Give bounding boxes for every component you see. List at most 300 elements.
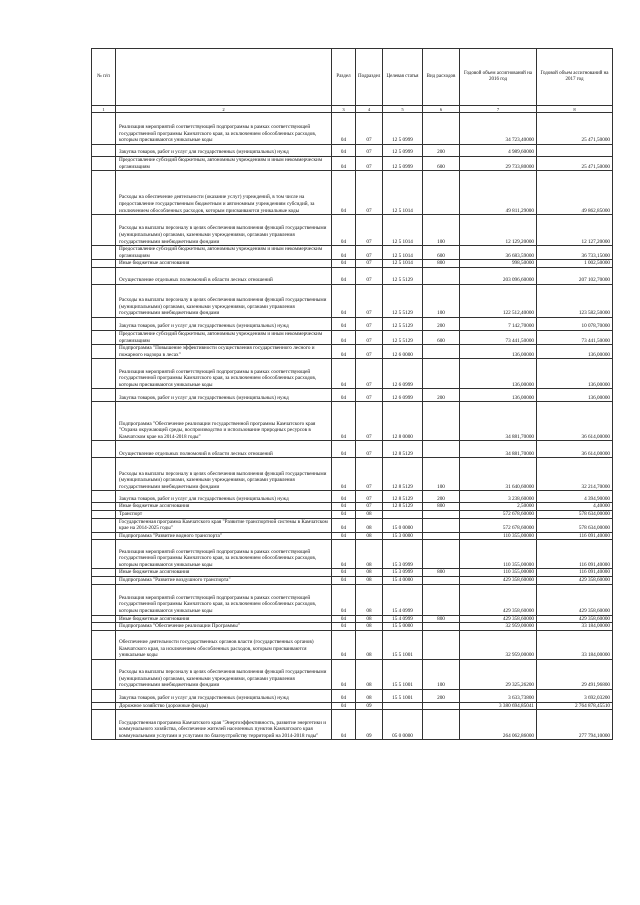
row-target-article-cell: 12 5 1014	[383, 246, 423, 260]
row-2017-amount-cell: 136,00000	[537, 389, 613, 402]
row-name-cell: Расходы на выплаты персоналу в целях обеспечения выполнения функций государственными (муниципальными) органами, казенными учреждениями, органами управления государственными внебюджетными фондами	[116, 659, 332, 689]
row-name-cell: Подпрограмма "Развитие водного транспорта"	[116, 532, 332, 540]
row-2016-amount-cell: 998,50000	[460, 260, 537, 268]
row-podrazdel-cell: 08	[356, 532, 383, 540]
row-podrazdel-cell: 07	[356, 503, 383, 511]
row-name-cell: Дорожное хозяйство (дорожные фонды)	[116, 702, 332, 710]
row-number-cell	[92, 171, 116, 215]
table-row	[92, 113, 613, 145]
row-number-cell	[92, 441, 116, 458]
table-row	[92, 359, 613, 389]
row-number-cell	[92, 113, 116, 145]
table-row	[92, 267, 613, 284]
table-row	[92, 441, 613, 458]
row-razdel-cell: 04	[332, 503, 356, 511]
row-expense-type-cell	[423, 623, 460, 631]
column-number: 3	[332, 106, 356, 113]
row-razdel-cell: 04	[332, 441, 356, 458]
column-number: 5	[383, 106, 423, 113]
table-row	[92, 510, 613, 518]
row-2016-amount-cell: 122 512,40000	[460, 284, 537, 317]
row-2016-amount-cell: 4 989,60000	[460, 145, 537, 157]
row-name-cell: Предоставление субсидий бюджетным, автономным учреждениям и иным некоммерческим организациям	[116, 330, 332, 344]
row-podrazdel-cell: 08	[356, 569, 383, 577]
row-2017-amount-cell: 73 441,50000	[537, 330, 613, 344]
table-row	[92, 630, 613, 659]
row-name-cell: Предоставление субсидий бюджетным, автономным учреждениям и иным некоммерческим организациям	[116, 157, 332, 171]
column-number: 1	[92, 106, 116, 113]
row-2016-amount-cell: 2,50000	[460, 503, 537, 511]
row-name-cell: Реализация мероприятий соответствующей подпрограммы в рамках соответствующей государственной программы Камчатского края, за исключением обособленных расходов, которым присваиваются уникальные коды	[116, 540, 332, 569]
row-2017-amount-cell: 578 634,00000	[537, 510, 613, 518]
row-number-cell	[92, 402, 116, 441]
row-number-cell	[92, 145, 116, 157]
row-number-cell	[92, 659, 116, 689]
row-name-cell: Иные бюджетные ассигнования	[116, 569, 332, 577]
row-2016-amount-cell: 29 733,80000	[460, 157, 537, 171]
row-expense-type-cell: 800	[423, 615, 460, 623]
row-target-article-cell: 12 5 5129	[383, 267, 423, 284]
row-2017-amount-cell: 36 614,00000	[537, 441, 613, 458]
row-razdel-cell: 04	[332, 458, 356, 491]
col-header-target-article: Целевая статья	[383, 49, 423, 106]
row-expense-type-cell	[423, 710, 460, 740]
col-header-number: № п/п	[92, 49, 116, 106]
row-name-cell: Подпрограмма "Повышение эффективности осуществления государственного лесного и пожарного надзора в лесах"	[116, 345, 332, 359]
row-target-article-cell: 05 0 0000	[383, 710, 423, 740]
table-row	[92, 145, 613, 157]
row-podrazdel-cell: 07	[356, 389, 383, 402]
row-razdel-cell: 04	[332, 569, 356, 577]
table-row	[92, 246, 613, 260]
row-2016-amount-cell: 3 238,60000	[460, 491, 537, 503]
row-2016-amount-cell: 572 678,60000	[460, 518, 537, 532]
row-2016-amount-cell: 34 881,70000	[460, 402, 537, 441]
table-row	[92, 576, 613, 584]
row-podrazdel-cell: 07	[356, 441, 383, 458]
table-row	[92, 689, 613, 702]
row-name-cell: Реализация мероприятий соответствующей подпрограммы в рамках соответствующей государственной программы Камчатского края, за исключением обособленных расходов, которым присваиваются уникальные коды	[116, 359, 332, 389]
row-2017-amount-cell: 4,40000	[537, 503, 613, 511]
col-header-name	[116, 49, 332, 106]
row-number-cell	[92, 330, 116, 344]
row-target-article-cell: 15 3 0999	[383, 569, 423, 577]
row-target-article-cell	[383, 510, 423, 518]
row-podrazdel-cell: 08	[356, 584, 383, 615]
table-row	[92, 659, 613, 689]
row-target-article-cell: 12 6 0000	[383, 345, 423, 359]
row-razdel-cell: 04	[332, 576, 356, 584]
row-expense-type-cell	[423, 532, 460, 540]
row-razdel-cell: 04	[332, 113, 356, 145]
row-expense-type-cell: 100	[423, 458, 460, 491]
row-number-cell	[92, 267, 116, 284]
row-razdel-cell: 04	[332, 540, 356, 569]
row-name-cell: Транспорт	[116, 510, 332, 518]
row-number-cell	[92, 317, 116, 330]
row-target-article-cell: 12 8 5129	[383, 441, 423, 458]
row-razdel-cell: 04	[332, 518, 356, 532]
row-razdel-cell: 04	[332, 630, 356, 659]
row-2016-amount-cell: 572 678,60000	[460, 510, 537, 518]
row-expense-type-cell: 800	[423, 569, 460, 577]
row-2017-amount-cell	[537, 145, 613, 157]
row-podrazdel-cell: 07	[356, 284, 383, 317]
row-name-cell: Закупка товаров, работ и услуг для государственных (муниципальных) нужд	[116, 491, 332, 503]
row-name-cell: Иные бюджетные ассигнования	[116, 503, 332, 511]
row-2016-amount-cell: 429 358,60000	[460, 576, 537, 584]
row-podrazdel-cell: 07	[356, 215, 383, 246]
row-2017-amount-cell: 116 091,40000	[537, 532, 613, 540]
row-podrazdel-cell: 07	[356, 359, 383, 389]
row-expense-type-cell: 600	[423, 246, 460, 260]
row-2016-amount-cell: 49 811,29000	[460, 171, 537, 215]
row-name-cell: Закупка товаров, работ и услуг для государственных (муниципальных) нужд	[116, 689, 332, 702]
row-2017-amount-cell: 49 862,85000	[537, 171, 613, 215]
row-2017-amount-cell: 4 394,90000	[537, 491, 613, 503]
row-target-article-cell: 15 5 0000	[383, 623, 423, 631]
row-2017-amount-cell: 277 794,10000	[537, 710, 613, 740]
col-header-expense-type: Вид расходов	[423, 49, 460, 106]
col-header-2017-amount: Годовой объем ассигнований на 2017 год	[537, 49, 613, 106]
row-2016-amount-cell: 73 441,50000	[460, 330, 537, 344]
row-name-cell: Закупка товаров, работ и услуг для государственных (муниципальных) нужд	[116, 389, 332, 402]
row-podrazdel-cell: 07	[356, 317, 383, 330]
row-razdel-cell: 04	[332, 584, 356, 615]
table-row	[92, 157, 613, 171]
row-number-cell	[92, 689, 116, 702]
row-2017-amount-cell: 123 582,50000	[537, 284, 613, 317]
row-expense-type-cell: 100	[423, 284, 460, 317]
row-name-cell: Расходы на выплаты персоналу в целях обеспечения выполнения функций государственными (муниципальными) органами, казенными учреждениями, органами управления государственными внебюджетными фондами	[116, 215, 332, 246]
row-2017-amount-cell: 33 184,00000	[537, 630, 613, 659]
row-2017-amount-cell: 1 002,50000	[537, 260, 613, 268]
row-number-cell	[92, 569, 116, 577]
col-header-razdel: Раздел	[332, 49, 356, 106]
row-podrazdel-cell: 07	[356, 260, 383, 268]
row-number-cell	[92, 284, 116, 317]
row-number-cell	[92, 710, 116, 740]
row-number-cell	[92, 540, 116, 569]
row-podrazdel-cell: 08	[356, 510, 383, 518]
col-header-2016-amount: Годовой объем ассигнований на 2016 год	[460, 49, 537, 106]
row-expense-type-cell: 200	[423, 317, 460, 330]
table-row	[92, 345, 613, 359]
row-2017-amount-cell: 2 764 878,45510	[537, 702, 613, 710]
row-target-article-cell: 12 6 0999	[383, 359, 423, 389]
row-name-cell: Подпрограмма "Обеспечение реализации Программы"	[116, 623, 332, 631]
table-row	[92, 260, 613, 268]
row-2016-amount-cell: 3 633,73800	[460, 689, 537, 702]
row-2017-amount-cell: 12 127,20000	[537, 215, 613, 246]
row-expense-type-cell	[423, 171, 460, 215]
row-expense-type-cell	[423, 402, 460, 441]
row-target-article-cell: 12 5 5129	[383, 317, 423, 330]
row-target-article-cell	[383, 702, 423, 710]
row-razdel-cell: 04	[332, 491, 356, 503]
row-target-article-cell: 12 8 5129	[383, 458, 423, 491]
row-expense-type-cell	[423, 113, 460, 145]
row-razdel-cell: 04	[332, 171, 356, 215]
row-expense-type-cell: 200	[423, 145, 460, 157]
row-expense-type-cell	[423, 510, 460, 518]
row-target-article-cell: 12 5 1014	[383, 260, 423, 268]
table-row	[92, 491, 613, 503]
row-2017-amount-cell: 116 091,40000	[537, 569, 613, 577]
row-target-article-cell: 12 5 0999	[383, 113, 423, 145]
row-2017-amount-cell: 429 358,60000	[537, 584, 613, 615]
row-2016-amount-cell: 7 142,70000	[460, 317, 537, 330]
table-row	[92, 402, 613, 441]
table-row	[92, 702, 613, 710]
row-number-cell	[92, 702, 116, 710]
row-name-cell: Обеспечение деятельности государственных органов власти (государственных органов) Камчатского края, за исключением обособленных расходов, которым присваиваются уникальные коды	[116, 630, 332, 659]
row-podrazdel-cell: 07	[356, 267, 383, 284]
row-name-cell: Осуществление отдельных полномочий в области лесных отношений	[116, 267, 332, 284]
row-name-cell: Государственная программа Камчатского края "Энергоэффективность, развитие энергетики и коммунального хозяйства, обеспечение жителей населенных пунктов Камчатского края коммунальными услугами и услугами по благоустройству территорий на 2014-2018 годы"	[116, 710, 332, 740]
row-target-article-cell: 15 3 0000	[383, 532, 423, 540]
row-number-cell	[92, 532, 116, 540]
row-razdel-cell: 04	[332, 345, 356, 359]
row-expense-type-cell	[423, 540, 460, 569]
table-row	[92, 215, 613, 246]
table-row	[92, 389, 613, 402]
table-row	[92, 623, 613, 631]
row-2017-amount-cell: 116 091,40000	[537, 540, 613, 569]
row-2016-amount-cell: 36 683,59000	[460, 246, 537, 260]
row-podrazdel-cell: 09	[356, 702, 383, 710]
row-name-cell: Государственная программа Камчатского края "Развитие транспортной системы в Камчатском крае на 2014-2025 годы"	[116, 518, 332, 532]
row-podrazdel-cell: 09	[356, 710, 383, 740]
table-row	[92, 458, 613, 491]
row-2016-amount-cell: 110 355,00000	[460, 569, 537, 577]
row-name-cell: Реализация мероприятий соответствующей подпрограммы в рамках соответствующей государственной программы Камчатского края, за исключением обособленных расходов, которым присваиваются уникальные коды	[116, 584, 332, 615]
row-target-article-cell: 15 4 0999	[383, 584, 423, 615]
row-target-article-cell: 12 8 5129	[383, 491, 423, 503]
row-razdel-cell: 04	[332, 215, 356, 246]
row-name-cell: Закупка товаров, работ и услуг для государственных (муниципальных) нужд	[116, 145, 332, 157]
column-number: 6	[423, 106, 460, 113]
row-target-article-cell: 15 0 0000	[383, 518, 423, 532]
row-number-cell	[92, 215, 116, 246]
row-expense-type-cell: 200	[423, 689, 460, 702]
row-number-cell	[92, 584, 116, 615]
row-2017-amount-cell: 25 471,50000	[537, 157, 613, 171]
row-number-cell	[92, 615, 116, 623]
row-2016-amount-cell: 136,00000	[460, 359, 537, 389]
table-body	[92, 113, 613, 740]
row-2016-amount-cell: 32 959,00000	[460, 623, 537, 631]
row-podrazdel-cell: 07	[356, 246, 383, 260]
col-header-podrazdel: Подраздел	[356, 49, 383, 106]
row-2017-amount-cell: 10 078,70000	[537, 317, 613, 330]
row-razdel-cell: 04	[332, 510, 356, 518]
row-podrazdel-cell: 07	[356, 157, 383, 171]
column-number: 4	[356, 106, 383, 113]
row-name-cell: Подпрограмма "Обеспечение реализации государственной программы Камчатского края "Охрана окружающей среды, воспроизводство и использование природных ресурсов в Камчатском крае на 2014-2018 годы"	[116, 402, 332, 441]
row-expense-type-cell	[423, 441, 460, 458]
row-razdel-cell: 04	[332, 623, 356, 631]
row-name-cell: Расходы на выплаты персоналу в целях обеспечения выполнения функций государственными (муниципальными) органами, казенными учреждениями, органами управления государственными внебюджетными фондами	[116, 284, 332, 317]
row-expense-type-cell: 100	[423, 659, 460, 689]
row-number-cell	[92, 458, 116, 491]
row-2017-amount-cell: 36 614,00000	[537, 402, 613, 441]
row-razdel-cell: 04	[332, 260, 356, 268]
row-target-article-cell: 12 8 0000	[383, 402, 423, 441]
row-expense-type-cell: 200	[423, 491, 460, 503]
row-number-cell	[92, 503, 116, 511]
row-podrazdel-cell: 08	[356, 659, 383, 689]
table-row	[92, 284, 613, 317]
row-razdel-cell: 04	[332, 389, 356, 402]
row-number-cell	[92, 157, 116, 171]
row-razdel-cell: 04	[332, 402, 356, 441]
row-razdel-cell: 04	[332, 157, 356, 171]
row-razdel-cell: 04	[332, 689, 356, 702]
row-podrazdel-cell: 07	[356, 113, 383, 145]
row-podrazdel-cell: 08	[356, 623, 383, 631]
row-podrazdel-cell: 08	[356, 540, 383, 569]
row-name-cell: Закупка товаров, работ и услуг для государственных (муниципальных) нужд	[116, 317, 332, 330]
row-expense-type-cell	[423, 584, 460, 615]
row-name-cell: Подпрограмма "Развитие воздушного транспорта"	[116, 576, 332, 584]
row-podrazdel-cell: 07	[356, 491, 383, 503]
row-2016-amount-cell: 203 096,60000	[460, 267, 537, 284]
column-number: 7	[460, 106, 537, 113]
row-expense-type-cell: 200	[423, 389, 460, 402]
row-podrazdel-cell: 07	[356, 402, 383, 441]
row-podrazdel-cell: 08	[356, 576, 383, 584]
row-expense-type-cell	[423, 359, 460, 389]
row-razdel-cell: 04	[332, 246, 356, 260]
table-row	[92, 503, 613, 511]
column-number: 8	[537, 106, 613, 113]
row-razdel-cell: 04	[332, 659, 356, 689]
row-2017-amount-cell: 429 358,60000	[537, 615, 613, 623]
row-expense-type-cell	[423, 518, 460, 532]
row-razdel-cell: 04	[332, 359, 356, 389]
row-target-article-cell: 15 5 1001	[383, 659, 423, 689]
row-2017-amount-cell: 207 102,70000	[537, 267, 613, 284]
row-podrazdel-cell: 07	[356, 145, 383, 157]
row-2016-amount-cell: 3 380 694,85041	[460, 702, 537, 710]
table-row	[92, 569, 613, 577]
row-number-cell	[92, 510, 116, 518]
row-target-article-cell: 12 5 1014	[383, 215, 423, 246]
row-2017-amount-cell: 3 692,03200	[537, 689, 613, 702]
row-2016-amount-cell: 29 325,26200	[460, 659, 537, 689]
row-razdel-cell: 04	[332, 615, 356, 623]
row-number-cell	[92, 518, 116, 532]
row-podrazdel-cell: 08	[356, 689, 383, 702]
table-row	[92, 317, 613, 330]
row-expense-type-cell: 100	[423, 215, 460, 246]
row-name-cell: Иные бюджетные ассигнования	[116, 615, 332, 623]
row-expense-type-cell: 800	[423, 260, 460, 268]
row-2016-amount-cell: 136,00000	[460, 389, 537, 402]
row-podrazdel-cell: 07	[356, 330, 383, 344]
row-razdel-cell: 04	[332, 284, 356, 317]
row-number-cell	[92, 491, 116, 503]
column-number-row	[92, 106, 613, 113]
row-2017-amount-cell: 29 491,96800	[537, 659, 613, 689]
table-row	[92, 518, 613, 532]
header-row	[92, 49, 613, 106]
row-podrazdel-cell: 08	[356, 630, 383, 659]
row-2017-amount-cell: 136,00000	[537, 359, 613, 389]
row-2017-amount-cell: 429 358,60000	[537, 576, 613, 584]
row-razdel-cell: 04	[332, 317, 356, 330]
row-number-cell	[92, 345, 116, 359]
row-number-cell	[92, 359, 116, 389]
budget-allocation-table	[91, 48, 613, 740]
row-2016-amount-cell: 12 129,20000	[460, 215, 537, 246]
row-target-article-cell: 12 5 5129	[383, 330, 423, 344]
row-target-article-cell: 12 8 5129	[383, 503, 423, 511]
row-expense-type-cell	[423, 267, 460, 284]
row-target-article-cell: 15 4 0999	[383, 615, 423, 623]
row-expense-type-cell: 600	[423, 330, 460, 344]
row-expense-type-cell	[423, 576, 460, 584]
row-name-cell: Расходы на обеспечение деятельности (оказание услуг) учреждений, в том числе на предоставление государственным бюджетным и автономным учреждениям субсидий, за исключением обособленных расходов, которым присваиваются уникальные коды	[116, 171, 332, 215]
row-podrazdel-cell: 07	[356, 345, 383, 359]
row-podrazdel-cell: 08	[356, 615, 383, 623]
row-razdel-cell: 04	[332, 710, 356, 740]
row-name-cell: Иные бюджетные ассигнования	[116, 260, 332, 268]
row-expense-type-cell	[423, 702, 460, 710]
row-name-cell: Расходы на выплаты персоналу в целях обеспечения выполнения функций государственными (муниципальными) органами, казенными учреждениями, органами управления государственными внебюджетными фондами	[116, 458, 332, 491]
row-number-cell	[92, 630, 116, 659]
row-expense-type-cell	[423, 630, 460, 659]
row-2016-amount-cell: 34 881,70000	[460, 441, 537, 458]
row-name-cell: Осуществление отдельных полномочий в области лесных отношений	[116, 441, 332, 458]
table-row	[92, 584, 613, 615]
row-2016-amount-cell: 110 355,00000	[460, 540, 537, 569]
table-row	[92, 615, 613, 623]
row-target-article-cell: 12 5 0999	[383, 145, 423, 157]
column-number: 2	[116, 106, 332, 113]
row-2016-amount-cell: 136,00000	[460, 345, 537, 359]
row-podrazdel-cell: 07	[356, 171, 383, 215]
row-expense-type-cell	[423, 345, 460, 359]
row-target-article-cell: 12 5 1014	[383, 171, 423, 215]
row-target-article-cell: 12 5 0999	[383, 157, 423, 171]
row-razdel-cell: 04	[332, 532, 356, 540]
row-number-cell	[92, 389, 116, 402]
row-number-cell	[92, 623, 116, 631]
row-2016-amount-cell: 32 959,00000	[460, 630, 537, 659]
row-2016-amount-cell: 429 358,60000	[460, 584, 537, 615]
row-2017-amount-cell: 32 214,70000	[537, 458, 613, 491]
row-number-cell	[92, 260, 116, 268]
row-number-cell	[92, 576, 116, 584]
row-2016-amount-cell: 110 355,00000	[460, 532, 537, 540]
row-number-cell	[92, 246, 116, 260]
row-2017-amount-cell: 36 733,15000	[537, 246, 613, 260]
row-2017-amount-cell: 25 471,50000	[537, 113, 613, 145]
row-target-article-cell: 15 5 1001	[383, 630, 423, 659]
table-row	[92, 540, 613, 569]
row-target-article-cell: 15 3 0999	[383, 540, 423, 569]
row-razdel-cell: 04	[332, 702, 356, 710]
budget-table-sheet	[91, 48, 612, 740]
table-row	[92, 710, 613, 740]
row-2016-amount-cell: 429 358,60000	[460, 615, 537, 623]
row-target-article-cell: 15 5 1001	[383, 689, 423, 702]
row-target-article-cell: 12 5 5129	[383, 284, 423, 317]
row-name-cell: Реализация мероприятий соответствующей подпрограммы в рамках соответствующей государственной программы Камчатского края, за исключением обособленных расходов, которым присваиваются уникальные коды	[116, 113, 332, 145]
row-razdel-cell: 04	[332, 267, 356, 284]
